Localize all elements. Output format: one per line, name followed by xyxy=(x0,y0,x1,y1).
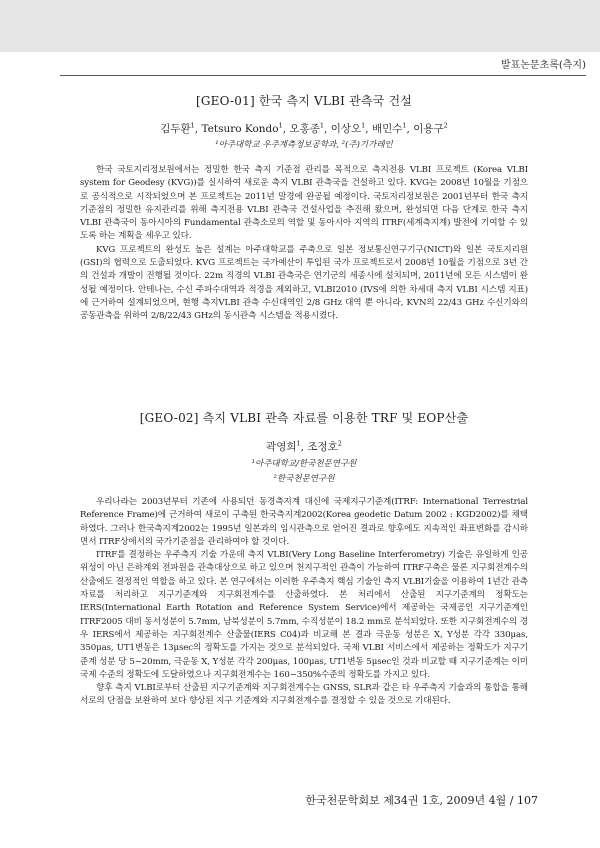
author: 배민수 xyxy=(371,123,403,135)
section2-paragraph: 우리나라는 2003년부터 기존에 사용되던 동경측지계 대신에 국제지구기준계(ITRF: International Terrestrial Reference Frame)에 근거하여 새로이 구축된 한국측지계2002(Korea geodetic Datum 2002 : KGD2002)를 채택하였다. 그러나 한국측지계2002는 1995년 일본과의 임시관측으로 얻어진 결과로 향후에도 지속적인 좌표변화를 감시하면서 ITRF상에서의 국가기준점을 관리하여야 할 것이다. xyxy=(80,497,528,547)
section1-paragraph: KVG 프로젝트의 완성도 높은 설계는 아주대학교를 주축으로 일본 정보통신연구기구(NICT)와 일본 국토지리원(GSI)의 협력으로 도출되었다. KVG 프로젝트는 국가예산이 투입된 국가 프로젝트로서 2008년 10월을 기점으로 3년 간의 건설과 개발이 진행될 것이다. 22m 직경의 VLBI 관측국은 연기군의 세종시에 설치되며, 2011년에 모든 시스템이 완성될 예정이다. 안테나는, 수신 주파수대역과 적경을 제외하고, VLBI2010 (IVS에 의한 차세대 측지 VLBI 시스템 지표) 에 근거하여 설계되었으며, 현행 측지VLBI 관측 수신대역인 2/8 GHz 대역 뿐 아니라, KVN의 22/43 GHz 수신기와의 공동관측을 위하여 2/8/22/43 GHz의 동시관측 시스템을 적용시켰다. xyxy=(80,244,528,322)
section2-affiliation-2: ²한국천문연구원 xyxy=(273,474,335,484)
author: 이용구 xyxy=(413,123,444,135)
author: Tetsuro Kondo xyxy=(201,123,279,135)
section1-authors: 김두환$^1$, Tetsuro Kondo$^1$, 오홍종$^1$, 이상오$^1$, 배민수$^1$, 이용구$^2$ xyxy=(160,121,448,135)
author: 곽영희 xyxy=(266,441,297,453)
section2-authors: 곽영희$^1$, 조정호$^2$ xyxy=(266,439,342,453)
section1-paragraph: 한국 국토지리정보원에서는 정밀한 한국 측지 기준점 관리를 목적으로 측지전용 VLBI 프로젝트 (Korea VLBI system for Geodesy (KVG))를 실시하여 새로운 측지 VLBI 관측국을 건설하고 있다. KVG는 2008년 10월을 기점으로 공식적으로 시작되었으며 본 프로젝트는 2011년 말경에 완공될 예정이다. 국토지리정보원은 2001년부터 한국 측지 기준점의 정밀한 유지관리를 위해 측지전용 VLBI 관측국 건설사업을 추진해 왔으며, 완성되면 다음 단계로 한국 측지 VLBI 관측국이 동아시아의 Fundamental 관측소로의 역할 및 동아시아 지역의 ITRF(세계측지계) 발전에 기여할 수 있도록 하는 계획을 세우고 있다. xyxy=(80,165,528,242)
section1-body xyxy=(80,164,528,324)
header-divider xyxy=(60,75,586,76)
section1-affiliations: ¹아주대학교 우주계측정보공학과, ²(주)기가레인 xyxy=(215,140,393,150)
author: 오홍종 xyxy=(289,123,320,135)
section2-title: [GEO-02] 측지 VLBI 관측 자료를 이용한 TRF 및 EOP산출 xyxy=(139,411,469,425)
section2-paragraph: 향후 측지 VLBI로부터 산출된 지구기준계와 지구회전계수는 GNSS, SLR과 같은 타 우주측지 기술과의 통합을 통해 서로의 단점을 보완하여 보다 향상된 지구 기준계와 지구회전계수를 결정할 수 있을 것으로 기대된다. xyxy=(80,683,528,707)
section2-body xyxy=(80,496,528,709)
header-band xyxy=(0,0,600,52)
author: 김두환 xyxy=(160,123,191,135)
header-section-label: 발표논문초록(측지) xyxy=(500,60,586,71)
page-footer: 한국천문학회보 제34권 1호, 2009년 4월 / 107 xyxy=(305,794,538,807)
author: 조정호 xyxy=(307,441,338,453)
section1-title: [GEO-01] 한국 측지 VLBI 관측국 건설 xyxy=(195,94,413,108)
author: 이상오 xyxy=(330,123,362,135)
section2-affiliation-1: ¹아주대학교/한국천문연구원 xyxy=(251,459,357,469)
section2-paragraph: ITRF를 결정하는 우주측지 기술 가운데 측지 VLBI(Very Long Baseline Interferometry) 기술은 유일하게 인공위성이 아닌 은하계외 전파원을 관측대상으로 하고 있으며 천지구적인 관측이 가능하여 ITRF구축은 물론 지구회전계수의 산출에도 결정적인 역할을 하고 있다. 본 연구에서는 이러한 우주측지 핵심 기술인 측지 VLBI기술을 이용하여 1년간 관측 자료를 처리하고 지구기준계와 지구회전계수를 산출하였다. 본 처리에서 산출된 지구기준계의 정확도는 IERS(International Earth Rotation and Reference System Service)에서 제공하는 국제공인 지구기준계인 ITRF2005 대비 동서성분이 5.7mm, 남북성분이 5.7mm, 수직성분이 18.2 mm로 분석되었다. 또한 지구회전계수의 경우 IERS에서 제공하는 지구회전계수 산출물(IERS C04)과 비교해 본 결과 극운동 성분은 X, Y성분 각각 330μas, 350μas, UT1변동은 13μsec의 정확도를 가지는 것으로 분석되었다. 국제 VLBI 서비스에서 제공하는 정확도가 지구기준계 성분 당 5~20mm, 극운동 X, Y성분 각각 200μas, 100μas, UT1변동 5μsec인 것과 비교할 때 지구기준계는 이미 국제 수준의 정확도에 도달하였으나 지구회전계수는 160~350%수준의 정확도를 가지고 있다. xyxy=(80,550,528,680)
